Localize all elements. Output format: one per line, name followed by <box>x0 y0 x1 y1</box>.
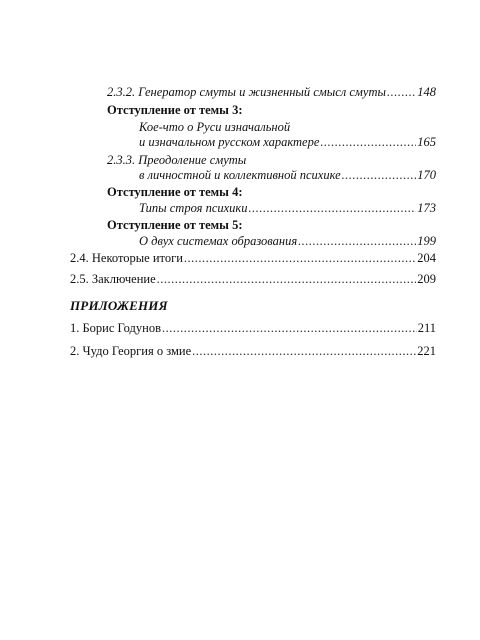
toc-entry-title: в личностной и коллективной психике <box>139 168 341 182</box>
digression-5-heading: Отступление от темы 5: <box>107 218 243 232</box>
toc-entry-2-4[interactable] <box>70 250 436 266</box>
toc-entry-page: 204 <box>417 251 436 265</box>
toc-entry-2-3-3-line1: 2.3.3. Преодоление смуты <box>107 153 247 167</box>
toc-entry-2-3-2[interactable] <box>107 84 436 100</box>
toc-entry-title: 1. Борис Годунов <box>70 321 162 335</box>
toc-entry-2-3-3[interactable] <box>139 167 436 183</box>
dot-leader <box>342 167 417 183</box>
dot-leader <box>387 84 416 100</box>
toc-entry-digression-3[interactable] <box>139 134 436 150</box>
toc-entry-digression-4[interactable] <box>139 200 436 216</box>
toc-entry-page: 148 <box>417 85 436 99</box>
digression-4-heading: Отступление от темы 4: <box>107 185 243 199</box>
toc-entry-title: 2.4. Некоторые итоги <box>70 251 183 265</box>
toc-entry-page: 165 <box>417 135 436 149</box>
dot-leader <box>298 233 416 249</box>
toc-entry-page: 173 <box>417 201 436 215</box>
digression-3-line1: Кое-что о Руси изначальной <box>139 120 291 134</box>
toc-entry-appendix-1[interactable] <box>70 320 436 336</box>
dot-leader <box>249 200 417 216</box>
toc-entry-digression-5[interactable] <box>139 233 436 249</box>
toc-entry-appendix-2[interactable] <box>70 343 436 359</box>
toc-entry-2-5[interactable] <box>70 271 436 287</box>
dot-leader <box>157 271 417 287</box>
toc-entry-title: 2.5. Заключение <box>70 272 156 286</box>
toc-entry-page: 211 <box>417 321 436 335</box>
toc-entry-title: 2. Чудо Георгия о змие <box>70 344 192 358</box>
dot-leader <box>184 250 416 266</box>
toc-entry-title: О двух системах образования <box>139 234 298 248</box>
appendix-heading: ПРИЛОЖЕНИЯ <box>70 298 168 313</box>
digression-3-heading: Отступление от темы 3: <box>107 103 243 117</box>
dot-leader <box>320 134 416 150</box>
toc-entry-title: 2.3.2. Генератор смуты и жизненный смысл смуты <box>107 85 386 99</box>
toc-entry-page: 209 <box>417 272 436 286</box>
dot-leader <box>192 343 416 359</box>
toc-entry-page: 221 <box>417 344 436 358</box>
toc-entry-page: 170 <box>417 168 436 182</box>
dot-leader <box>162 320 417 336</box>
toc-entry-title: и изначальном русском характере <box>139 135 320 149</box>
toc-entry-page: 199 <box>417 234 436 248</box>
toc-entry-title: Типы строя психики <box>139 201 248 215</box>
